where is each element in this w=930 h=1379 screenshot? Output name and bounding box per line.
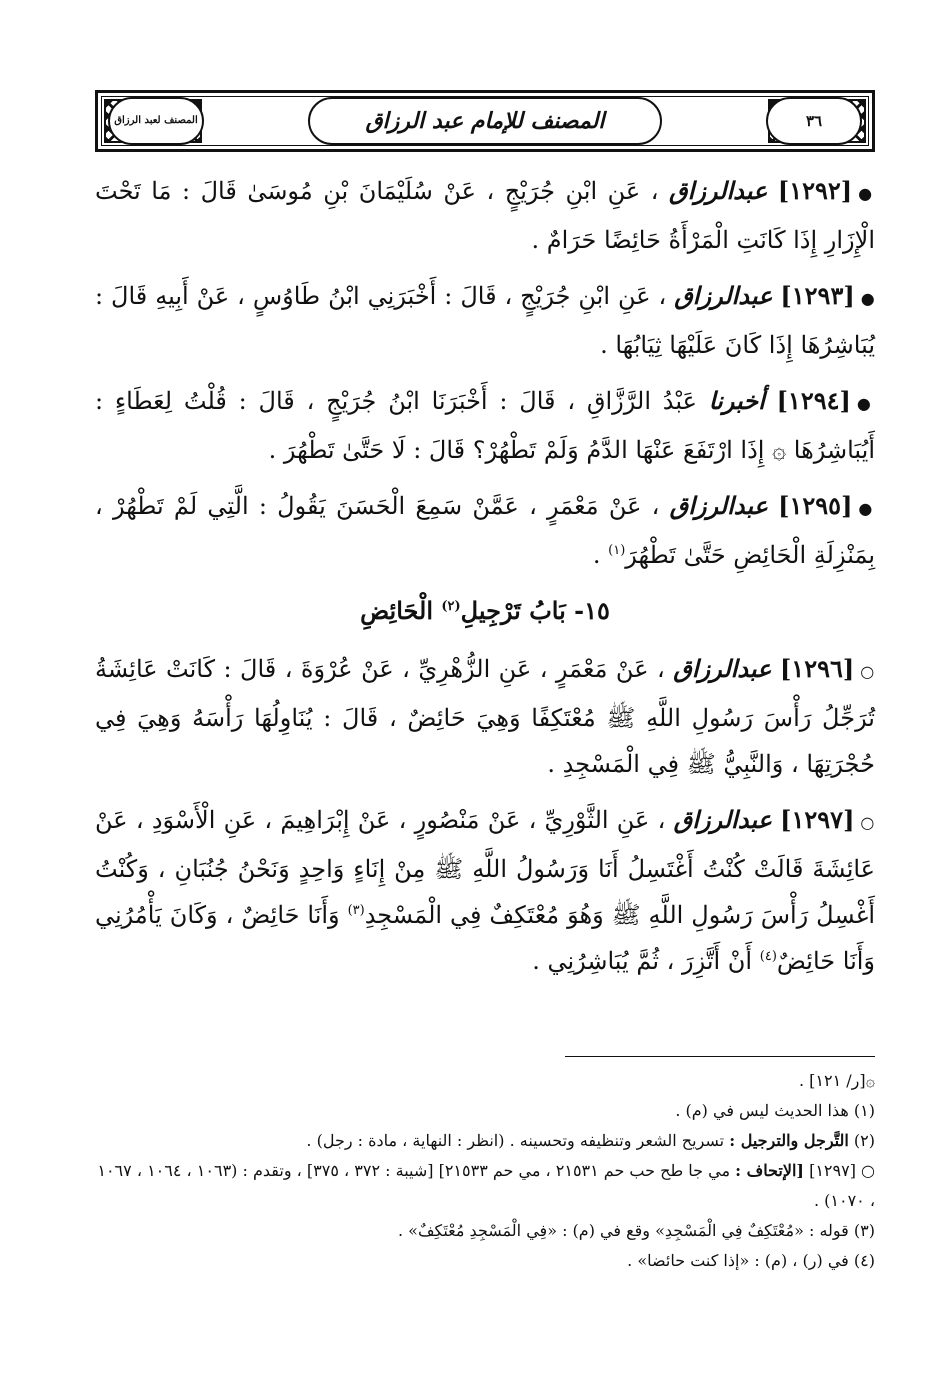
footnote-text: قوله : «مُعْتَكِفٌ فِي الْمَسْجِدِ» وقع في (م) : «فِي الْمَسْجِدِ مُعْتَكِفٌ» . — [397, 1221, 849, 1240]
hadith-1293 — [95, 273, 875, 368]
footnote-text: هذا الحديث ليس في (م) . — [675, 1101, 849, 1120]
hadith-text: ، عَنْ مَعْمَرٍ ، عَنِ الزُّهْرِيِّ ، عَنْ عُرْوَةَ ، قَالَ : كَانَتْ عَائِشَةُ تُرَجِّلُ رَأْسَ رَسُولِ اللَّهِ ﷺ مُعْتَكِفًا وَهِيَ حَائِضٌ ، قَالَ : يُنَاوِلُهَا رَأْسَهُ وَهِيَ فِي حُجْرَتِهَا ، وَالنَّبِيُّ ﷺ فِي الْمَسْجِدِ . — [95, 655, 875, 778]
footnote-text: تسريح الشعر وتنظيفه وتحسينه . (انظر : النهاية ، مادة : رجل) . — [306, 1131, 725, 1150]
hadith-tail: . — [592, 541, 601, 569]
hadith-1297 — [95, 797, 875, 984]
hadith-number: [١٢٩٣] — [780, 281, 855, 310]
footnote-label: (٤) — [853, 1251, 875, 1270]
hadith-text: عَبْدُ الرَّزَّاقِ ، قَالَ : أَخْبَرَنَا ابْنُ جُرَيْجٍ ، قَالَ : قُلْتُ لِعَطَاءٍ : أَيُبَاشِرُهَا ۞ إِذَا ارْتَفَعَ عَنْهَا الدَّمُ وَلَمْ تَطْهُرْ؟ قَالَ : لَا حَتَّىٰ تَطْهُرَ . — [95, 387, 875, 464]
footnote-item — [95, 1096, 875, 1126]
footnote-label: (٢) — [853, 1131, 875, 1150]
hadith-marker: ● — [858, 499, 875, 518]
hadith-1294 — [95, 378, 875, 473]
hadith-marker: ○ — [860, 813, 875, 832]
footnote-item — [95, 1066, 875, 1096]
page-header — [95, 90, 875, 152]
footnote-ref: (٣) — [347, 903, 365, 918]
hadith-text: ، عَنْ مَعْمَرٍ ، عَمَّنْ سَمِعَ الْحَسَنَ يَقُولُ : الَّتِي لَمْ تَطْهُرْ ، بِمَنْزِلَةِ الْحَائِضِ حَتَّىٰ تَطْهُرَ — [95, 492, 875, 569]
footnote-item — [95, 1126, 875, 1156]
footnote-item — [95, 1246, 875, 1276]
hadith-marker: ● — [858, 184, 875, 203]
footnote-label: (٣) — [853, 1221, 875, 1240]
hadith-text: ، عَنِ ابْنِ جُرَيْجٍ ، عَنْ سُلَيْمَانَ بْنِ مُوسَىٰ قَالَ : مَا تَحْتَ الْإِزَارِ إِذَا كَانَتِ الْمَرْأَةُ حَائِضًا حَرَامٌ . — [95, 177, 875, 254]
footnote-item — [95, 1156, 875, 1216]
hadith-number: [١٢٩٤] — [776, 386, 851, 415]
hadith-1292 — [95, 168, 875, 263]
footnotes — [95, 1066, 875, 1276]
hadith-1295 — [95, 483, 875, 578]
hadith-marker: ● — [856, 394, 875, 413]
footnote-term: [الإتحاف : — [735, 1161, 804, 1180]
footnote-ref: (٤) — [759, 949, 777, 964]
chapter-prefix: ١٥- بَابُ تَرْجِيلِ — [460, 596, 610, 625]
narrator-name: عبدالرزاق — [674, 281, 773, 310]
narrator-name: عبدالرزاق — [673, 654, 772, 683]
hadith-text: أَنْ أَتَّزِرَ ، ثُمَّ يُبَاشِرُنِي . — [532, 947, 753, 975]
hadith-number: [١٢٩٦] — [779, 654, 855, 683]
hadith-number: [١٢٩٥] — [778, 491, 853, 520]
narrator-name: عبدالرزاق — [673, 805, 772, 834]
hadith-number: [١٢٩٧] — [780, 805, 855, 834]
hadith-marker: ● — [860, 289, 875, 308]
chapter-heading — [95, 588, 875, 634]
footnote-label: ○ [١٢٩٧] — [809, 1161, 875, 1180]
footnote-item — [95, 1216, 875, 1246]
footnote-ref: (٢) — [441, 599, 461, 614]
narrator-name: عبدالرزاق — [669, 491, 768, 520]
footnote-text: في (ر) ، (م) : «إذا كنت حائضا» . — [627, 1251, 849, 1270]
footnote-divider — [565, 1056, 875, 1057]
footnote-text: ۞[ر/ ١٢١] . — [798, 1071, 875, 1090]
footnote-text: مي جا طح حب حم ٢١٥٣١ ، مي حم ٢١٥٣٣] [شيبة : ٣٧٢ ، ٣٧٥] ، وتقدم : (١٠٦٣ ، ١٠٦٤ ، ١٠٦٧ ، ١٠٧٠) . — [97, 1161, 875, 1210]
footnote-label: (١) — [853, 1101, 875, 1120]
header-emblem: المصنف لعبد الرزاق — [108, 97, 204, 145]
narrator-name: عبدالرزاق — [669, 176, 768, 205]
hadith-text: ، عَنِ ابْنِ جُرَيْجٍ ، قَالَ : أَخْبَرَنِي ابْنُ طَاوُسٍ ، عَنْ أَبِيهِ قَالَ : يُبَاشِرُهَا إِذَا كَانَ عَلَيْهَا ثِيَابُهَا . — [95, 282, 875, 359]
hadith-1296 — [95, 646, 875, 787]
hadith-text: ، عَنِ الثَّوْرِيِّ ، عَنْ مَنْصُورٍ ، عَنْ إِبْرَاهِيمَ ، عَنِ الْأَسْوَدِ ، عَنْ عَائِشَةَ قَالَتْ كُنْتُ أَغْتَسِلُ أَنَا وَرَسُولُ اللَّهِ ﷺ مِنْ إِنَاءٍ وَاحِدٍ وَنَحْنُ جُنُبَانِ ، وَكُنْتُ أَغْسِلُ رَأْسَ رَسُولِ اللَّهِ ﷺ وَهُوَ مُعْتَكِفٌ فِي الْمَسْجِدِ — [95, 806, 875, 929]
chapter-suffix: الْحَائِضِ — [360, 596, 433, 625]
footnote-term: التَّرجل والترجيل : — [729, 1131, 849, 1150]
main-text — [95, 168, 875, 994]
page-number: ٣٦ — [766, 97, 862, 145]
hadith-text: وَأَنَا حَائِضٌ ، وَكَانَ يَأْمُرُنِي وَأَنَا حَائِضٌ — [95, 901, 875, 975]
hadith-number: [١٢٩٢] — [777, 176, 853, 205]
running-title: المصنف للإمام عبد الرزاق — [308, 97, 662, 145]
narrator-name: أخبرنا — [708, 386, 765, 415]
footnote-ref: (١) — [608, 543, 626, 558]
hadith-marker: ○ — [860, 662, 876, 681]
